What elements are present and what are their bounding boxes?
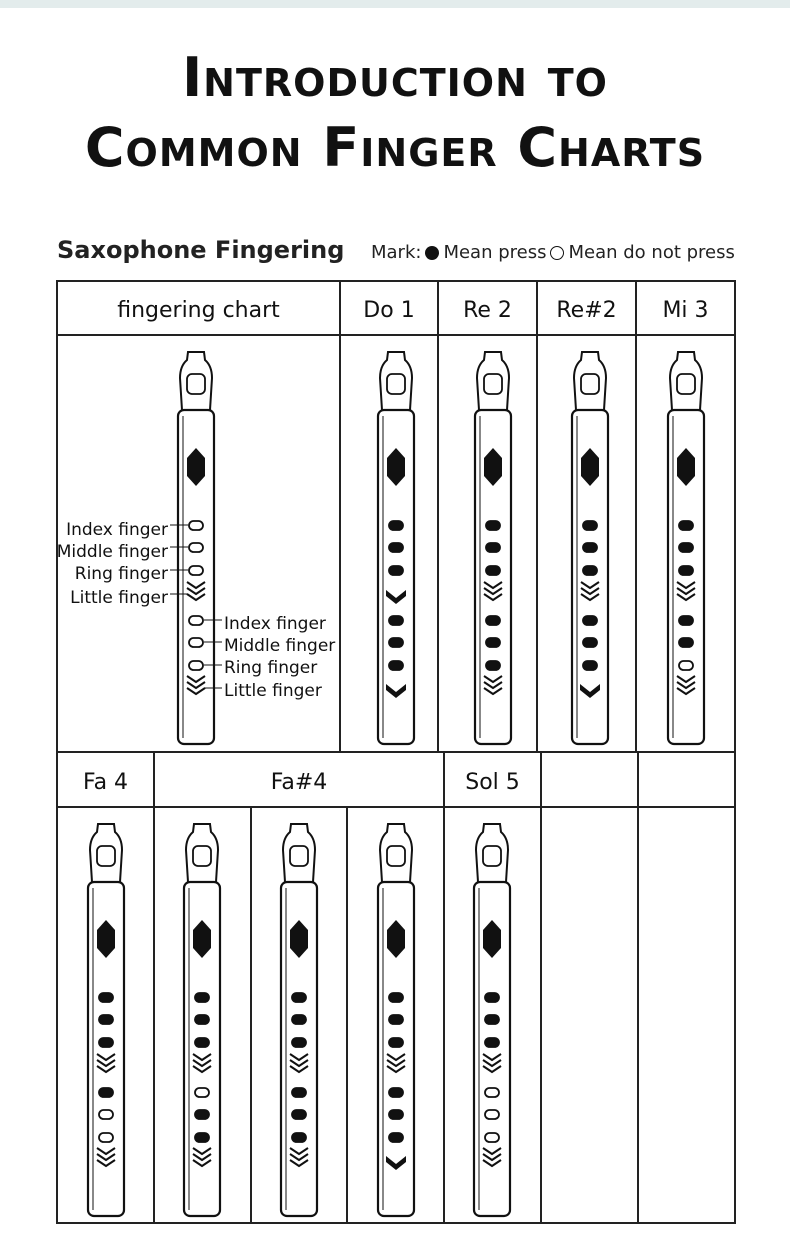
tone-hole-pressed bbox=[583, 566, 597, 575]
window bbox=[97, 846, 115, 866]
tone-hole-pressed bbox=[195, 1133, 209, 1142]
tone-hole-open bbox=[189, 543, 203, 552]
tone-hole-open bbox=[485, 1133, 499, 1142]
tone-hole-open bbox=[99, 1133, 113, 1142]
tone-hole-pressed bbox=[292, 1015, 306, 1024]
label-right-middle: Middle finger bbox=[224, 636, 336, 656]
instrument-8 bbox=[378, 824, 414, 1216]
tone-hole-pressed bbox=[99, 1088, 113, 1097]
window bbox=[483, 846, 501, 866]
window bbox=[387, 374, 405, 394]
tone-hole-pressed bbox=[292, 993, 306, 1002]
tone-hole-open bbox=[195, 1088, 209, 1097]
tone-hole-pressed bbox=[99, 1015, 113, 1024]
header-re-sharp2: Re#2 bbox=[556, 298, 617, 323]
tone-hole-pressed bbox=[583, 543, 597, 552]
tone-hole-open bbox=[485, 1110, 499, 1119]
tone-hole-pressed bbox=[195, 1110, 209, 1119]
tone-hole-pressed bbox=[389, 661, 403, 670]
tone-hole-open bbox=[679, 661, 693, 670]
window bbox=[193, 846, 211, 866]
tone-hole-pressed bbox=[486, 521, 500, 530]
page-title-line2: Common Finger Charts bbox=[84, 116, 706, 179]
tone-hole-pressed bbox=[389, 566, 403, 575]
tone-hole-pressed bbox=[389, 1133, 403, 1142]
window bbox=[581, 374, 599, 394]
tone-hole-pressed bbox=[389, 638, 403, 647]
label-left-ring: Ring finger bbox=[74, 564, 168, 584]
tone-hole-pressed bbox=[583, 521, 597, 530]
label-left-little: Little finger bbox=[70, 588, 168, 608]
tone-hole-open bbox=[189, 521, 203, 530]
tone-hole-pressed bbox=[292, 1133, 306, 1142]
tone-hole-open bbox=[189, 638, 203, 647]
label-left-middle: Middle finger bbox=[56, 542, 168, 562]
tone-hole-pressed bbox=[486, 638, 500, 647]
tone-hole-open bbox=[189, 661, 203, 670]
label-right-index: Index finger bbox=[224, 614, 326, 634]
section-title: Saxophone Fingering bbox=[57, 236, 345, 264]
tone-hole-pressed bbox=[292, 1038, 306, 1047]
tone-hole-pressed bbox=[485, 1015, 499, 1024]
tone-hole-pressed bbox=[389, 1038, 403, 1047]
tone-hole-pressed bbox=[389, 1088, 403, 1097]
header-fa-sharp4: Fa#4 bbox=[270, 770, 328, 795]
header-fa4: Fa 4 bbox=[82, 770, 129, 795]
tone-hole-pressed bbox=[679, 638, 693, 647]
tone-hole-pressed bbox=[486, 661, 500, 670]
tone-hole-pressed bbox=[583, 661, 597, 670]
instrument-1 bbox=[378, 352, 414, 744]
header-re2: Re 2 bbox=[463, 298, 512, 323]
tone-hole-pressed bbox=[99, 993, 113, 1002]
tone-hole-pressed bbox=[389, 616, 403, 625]
legend-no-press: Mean do not press bbox=[568, 242, 735, 263]
tone-hole-pressed bbox=[389, 521, 403, 530]
tone-hole-pressed bbox=[583, 638, 597, 647]
label-left-index: Index finger bbox=[66, 520, 168, 540]
instrument-7 bbox=[281, 824, 317, 1216]
tone-hole-pressed bbox=[195, 993, 209, 1002]
instrument-2 bbox=[475, 352, 511, 744]
label-right-ring: Ring finger bbox=[224, 658, 318, 678]
tone-hole-open bbox=[99, 1110, 113, 1119]
tone-hole-open bbox=[485, 1088, 499, 1097]
window bbox=[187, 374, 205, 394]
tone-hole-pressed bbox=[486, 566, 500, 575]
tone-hole-pressed bbox=[486, 616, 500, 625]
tone-hole-pressed bbox=[679, 521, 693, 530]
tone-hole-pressed bbox=[195, 1038, 209, 1047]
tone-hole-pressed bbox=[292, 1088, 306, 1097]
header-do1: Do 1 bbox=[363, 298, 415, 323]
tone-hole-pressed bbox=[583, 616, 597, 625]
window bbox=[484, 374, 502, 394]
header-fingering-chart: fingering chart bbox=[117, 298, 280, 323]
reference-instrument bbox=[170, 352, 222, 744]
window bbox=[290, 846, 308, 866]
window bbox=[677, 374, 695, 394]
tone-hole-pressed bbox=[99, 1038, 113, 1047]
tone-hole-open bbox=[189, 616, 203, 625]
tone-hole-pressed bbox=[389, 993, 403, 1002]
tone-hole-pressed bbox=[292, 1110, 306, 1119]
instrument-9 bbox=[474, 824, 510, 1216]
instrument-6 bbox=[184, 824, 220, 1216]
tone-hole-pressed bbox=[389, 1110, 403, 1119]
legend-press: Mean press bbox=[443, 242, 547, 263]
instrument-5 bbox=[88, 824, 124, 1216]
tone-hole-pressed bbox=[679, 566, 693, 575]
tone-hole-pressed bbox=[195, 1015, 209, 1024]
header-sol5: Sol 5 bbox=[465, 770, 520, 795]
page-title-line1: Introduction to bbox=[182, 46, 608, 109]
window bbox=[387, 846, 405, 866]
tone-hole-pressed bbox=[679, 543, 693, 552]
tone-hole-open bbox=[189, 566, 203, 575]
legend-prefix: Mark: bbox=[371, 242, 422, 263]
header-mi3: Mi 3 bbox=[662, 298, 709, 323]
instrument-4 bbox=[668, 352, 704, 744]
tone-hole-pressed bbox=[485, 1038, 499, 1047]
tone-hole-pressed bbox=[485, 993, 499, 1002]
instrument-3 bbox=[572, 352, 608, 744]
tone-hole-pressed bbox=[389, 543, 403, 552]
tone-hole-pressed bbox=[679, 616, 693, 625]
tone-hole-pressed bbox=[486, 543, 500, 552]
label-right-little: Little finger bbox=[224, 681, 322, 701]
tone-hole-pressed bbox=[389, 1015, 403, 1024]
